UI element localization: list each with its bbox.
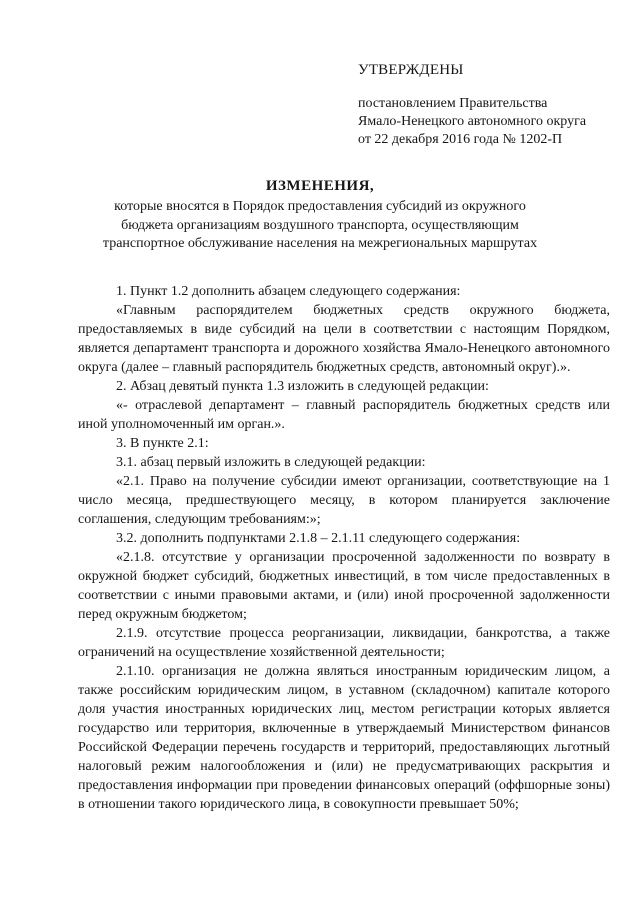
paragraph-2-1-9: 2.1.9. отсутствие процесса реорганизации, ликвидации, банкротства, а также ограничений на осуществление хозяйственной деятельности; [78, 626, 610, 660]
approval-line-region: Ямало-Ненецкого автономного округа [358, 114, 587, 129]
subtitle-line: бюджета организациям воздушного транспорта, осуществляющим [121, 217, 519, 233]
document-title: ИЗМЕНЕНИЯ, [265, 178, 375, 194]
paragraph-quote-1-2: «Главным распорядителем бюджетных средств окружного бюджета, предоставляемых в виде субсидий на цели в соответствии с настоящим Порядком, является департамент транспорта и дорожного хозяйства Ямало-Ненецкого автономного округа (далее – главный распорядитель бюджетных средств, автономный округ).». [78, 303, 610, 375]
paragraph-2-1-8: «2.1.8. отсутствие у организации просроченной задолженности по возврату в окружной бюджет субсидий, бюджетных инвестиций, в том числе предоставленных в соответствии с иными правовыми актами, и (или) иной просроченной задолженности перед окружным бюджетом; [78, 550, 610, 622]
approval-line-date: от 22 декабря 2016 года № 1202-П [358, 132, 563, 147]
document-body [78, 282, 610, 814]
approval-title: УТВЕРЖДЕНЫ [358, 62, 464, 78]
paragraph-item-1: 1. Пункт 1.2 дополнить абзацем следующего содержания: [116, 284, 461, 299]
paragraph-item-3-2: 3.2. дополнить подпунктами 2.1.8 – 2.1.11 следующего содержания: [116, 531, 521, 546]
document-subtitle [80, 198, 560, 254]
paragraph-item-2: 2. Абзац девятый пункта 1.3 изложить в следующей редакции: [116, 379, 489, 394]
approval-block [358, 62, 628, 149]
approval-line-resolution: постановлением Правительства [358, 96, 548, 111]
paragraph-item-3-1: 3.1. абзац первый изложить в следующей редакции: [116, 455, 426, 470]
subtitle-line: транспортное обслуживание населения на межрегиональных маршрутах [102, 236, 538, 251]
subtitle-line: которые вносятся в Порядок предоставления субсидий из окружного [114, 199, 526, 214]
paragraph-2-1-10: 2.1.10. организация не должна являться иностранным юридическим лицом, а также российским юридическим лицом, в уставном (складочном) капитале которого доля участия иностранных юридических лиц, местом регистрации которых является государство или территория, включенные в утверждаемый Министерством финансов Российской Федерации перечень государств и территорий, предоставляющих льготный налоговый режим налогообложения и (или) не предусматривающих раскрытия и предоставления информации при проведении финансовых операций (оффшорные зоны) в отношении такого юридического лица, в совокупности превышает 50%; [78, 664, 610, 812]
paragraph-item-3: 3. В пункте 2.1: [116, 436, 209, 451]
paragraph-quote-2-1: «2.1. Право на получение субсидии имеют организации, соответствующие на 1 число месяца, предшествующего месяцу, в котором планируется заключение соглашения, следующим требованиям:»; [78, 474, 610, 527]
paragraph-quote-1-3: «- отраслевой департамент – главный распорядитель бюджетных средств или иной уполномоченный им орган.». [78, 398, 610, 432]
